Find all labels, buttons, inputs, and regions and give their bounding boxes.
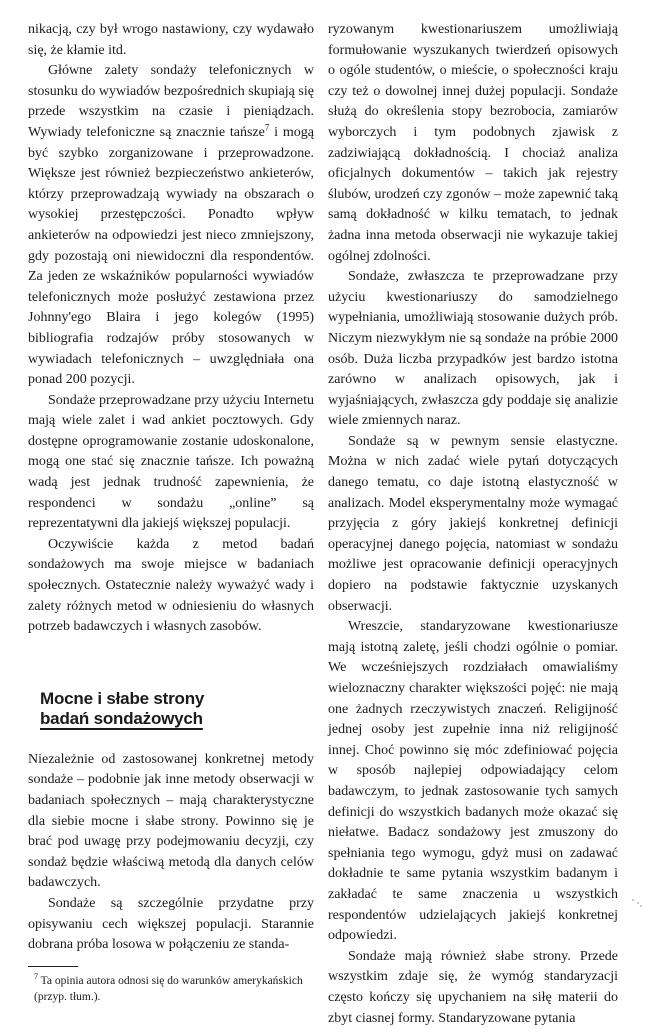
footnote bbox=[28, 969, 314, 1005]
paragraph-flexibility: Sondaże są w pewnym sensie elastyczne. Można w nich zadać wiele pytań dotyczących danego tematu, co daje istotną elastyczność w analizach. Model eksperymentalny może wymagać przyjęcia z góry jakiejś konkretnej definicji operacyjnej danego pojęcia, natomiast w sondażu możliwe jest opracowanie definicji operacyjnych dopiero na podstawie faktycznie uzyskanych obserwacji. bbox=[328, 433, 618, 614]
right-column bbox=[328, 20, 618, 1029]
paragraph-population-description: Sondaże są szczególnie przydatne przy opisywaniu cech większej populacji. Starannie dobrana próba losowa w połączeniu ze standa- bbox=[28, 895, 314, 953]
left-column bbox=[28, 20, 314, 1005]
section-heading-line-1: Mocne i słabe strony bbox=[40, 688, 205, 708]
paragraph-phone-advantages bbox=[28, 61, 314, 391]
paragraph-continuation: nikacją, czy był wrogo nastawiony, czy wydawało się, że kłamie itd. bbox=[28, 22, 314, 58]
paragraph-standardized-questionnaire: ryzowanym kwestionariuszem umożliwiają formułowanie wyszukanych twierdzeń opisowych o ogóle studentów, o mieście, o społeczności kraju czy też o dowolnej innej dużej populacji. Sondaże służą do określenia stopy bezrobocia, zamiarów wyborczych i tym podobnych zjawisk z zadziwiającą dokładnością. I chociaż analiza oficjalnych dokumentów – takich jak rejestry ślubów, urodzeń czy zgonów – może zapewnić taką samą dokładność w kilku tematach, to jednak żadna inna metoda obserwacji nie wykazuje takiej ogólnej zdolności. bbox=[328, 22, 618, 264]
footnote-text: Ta opinia autora odnosi się do warunków amerykańskich (przyp. tłum.). bbox=[34, 974, 303, 1003]
paragraph-weaknesses: Sondaże mają również słabe strony. Przede wszystkim zdaje się, że wymóg standaryzacji często kończy się upychaniem na siłę materii do zbyt ciasnej formy. Standaryzowane pytania bbox=[328, 948, 618, 1026]
scan-mark-icon bbox=[630, 897, 644, 909]
footnote-number: 7 bbox=[34, 971, 38, 981]
paragraph-text: Główne zalety sondaży telefonicznych w stosunku do wywiadów bezpośrednich skupiają się przede wszystkim na czasie i pieniądzach. Wywiady telefoniczne są znacznie tańsze bbox=[28, 63, 314, 140]
paragraph-text: i mogą być szybko zorganizowane i przeprowadzone. Większe jest również bezpieczeństwo ankieterów, którzy przeprowadzają wywiady na obszarach o wysokiej przestępczości. Ponadto wpływ ankieterów na odpowiedzi jest nieco zmniejszony, gdy pozostają oni niewidoczni dla respondentów. Za jeden ze wskaźników popularności wywiadów telefonicznych może posłużyć zestawiona przez Johnny'ego Blaira i jego kolegów (1995) bibliografia rodzajów próby stosowanych w wywiadach telefonicznych – uwzględniała ona ponad 200 pozycji. bbox=[28, 124, 314, 388]
paragraph-internet-surveys: Sondaże przeprowadzane przy użyciu Internetu mają wiele zalet i wad ankiet pocztowych. Gdy dostępne oprogramowanie zostanie udoskonalone, mogą one stać się znacznie tańsze. Ich poważną wadą jest jednak trudność zapewnienia, że respondenci w sondażu „online” są reprezentatywni dla jakiejś większej populacji. bbox=[28, 392, 314, 532]
section-heading bbox=[40, 689, 314, 729]
footnote-reference[interactable]: 7 bbox=[264, 122, 270, 133]
paragraph-measurement: Wreszcie, standaryzowane kwestionariusze mają istotną zaletę, jeśli chodzi ogólnie o pomiar. We wcześniejszych rozdziałach omawialiśmy wieloznaczny charakter większości pojęć: nie mają one żadnych rzeczywistych znaczeń. Religijność jednej osoby jest zupełnie inna niż religijność innej. Choć powinno się móc zdefiniować pojęcia w sposób najlepiej odpowiadający celom badawczym, to jednak zastosowanie tych samych definicji do wszystkich badanych może okazać się niełatwe. Badacz sondażowy jest zmuszony do spełniania tego wymogu, gdyż musi on zadawać dokładnie te same pytania wszystkim badanym i zakładać te same znaczenia u wszystkich respondentów udzielających jakiejś konkretnej odpowiedzi. bbox=[328, 619, 618, 944]
footnote-divider bbox=[28, 966, 78, 967]
paragraph-strengths-intro: Niezależnie od zastosowanej konkretnej metody sondaże – podobnie jak inne metody obserwacji w badaniach społecznych – mają charakterystyczne dla siebie mocne i słabe strony. Powinno się je brać pod uwagę przy podejmowaniu decyzji, czy sondaż będzie właściwą metodą dla danych celów badawczych. bbox=[28, 751, 314, 891]
paragraph-large-samples: Sondaże, zwłaszcza te przeprowadzane przy użyciu kwestionariuszy do samodzielnego wypełniania, umożliwiają stosowanie dużych prób. Niczym niezwykłym nie są sondaże na próbie 2000 osób. Duża liczba przypadków jest bardzo istotna zarówno w analizach opisowych, jak i wyjaśniających, zwłaszcza gdy poddaje się analizie wiele zmiennych naraz. bbox=[328, 269, 618, 429]
paragraph-method-choice: Oczywiście każda z metod badań sondażowych ma swoje miejsce w badaniach społecznych. Ostatecznie należy wyważyć wady i zalety różnych metod w odniesieniu do własnych potrzeb badawczych i własnych zasobów. bbox=[28, 536, 314, 635]
section-heading-line-2: badań sondażowych bbox=[40, 708, 203, 728]
